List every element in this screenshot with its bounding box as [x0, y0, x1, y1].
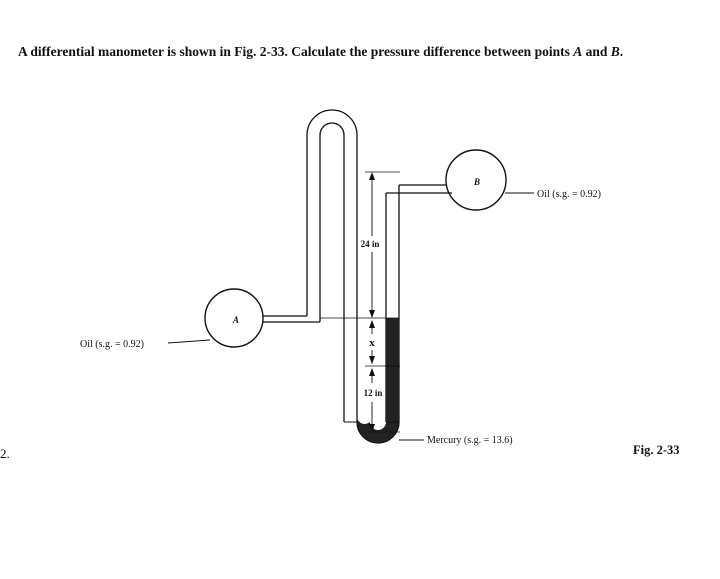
oil-left-leader [168, 340, 210, 343]
dim-24-arrow-top [369, 172, 375, 180]
dim-12-label: 12 in [363, 388, 383, 398]
mercury-column [357, 318, 399, 443]
dim-24-arrow-bottom [369, 310, 375, 318]
problem-period: . [619, 44, 624, 59]
problem-and: and [582, 44, 611, 59]
left-tube-inner [320, 123, 344, 422]
oil-right-label: Oil (s.g. = 0.92) [537, 189, 601, 200]
point-a-ref: A [573, 44, 583, 59]
dim-x-label: x [369, 337, 375, 349]
problem-number: 2. [0, 446, 10, 461]
dim-24-label: 24 in [360, 239, 380, 249]
bulb-a-label: A [232, 315, 240, 325]
problem-text-main: A differential manometer is shown in Fig. 2-33. Calculate the pressure difference between points [18, 44, 574, 59]
dim-x-arrow-bottom [369, 356, 375, 364]
mercury-label: Mercury (s.g. = 13.6) [427, 435, 513, 446]
figure-caption: Fig. 2-33 [633, 443, 680, 457]
point-b-ref: B [610, 44, 620, 59]
left-tube-outer [307, 110, 399, 443]
bulb-b-label: B [473, 177, 481, 187]
oil-left-label: Oil (s.g. = 0.92) [80, 339, 144, 350]
